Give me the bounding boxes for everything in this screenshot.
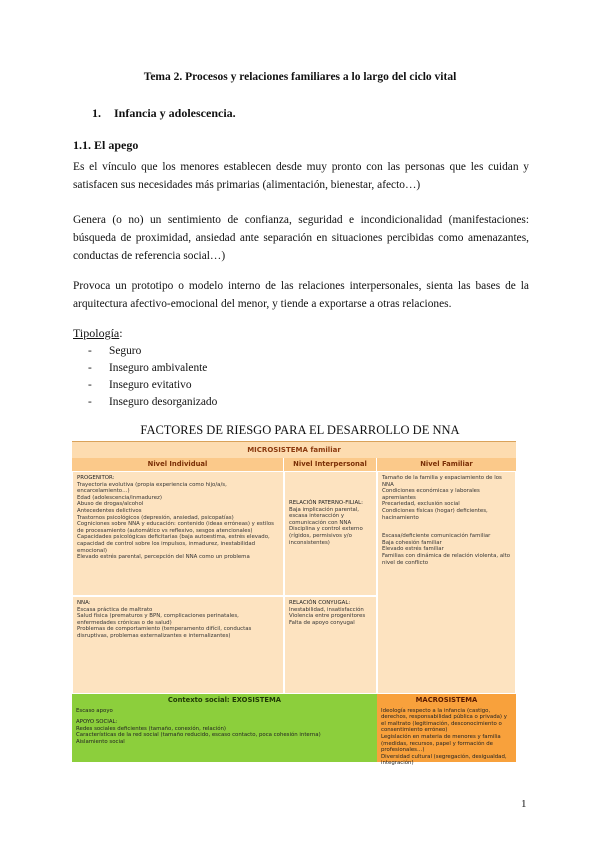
nna-cell: [72, 596, 284, 694]
bullet-dash: -: [88, 396, 92, 408]
list-item: Elevado estrés familiar: [382, 546, 444, 553]
exosystem-line: Escaso apoyo: [76, 707, 113, 714]
progenitor-cell: [72, 471, 284, 596]
list-item: Trastornos psicológicos (depresión, ansiedad, psicopatías): [77, 514, 234, 521]
list-item: Violencia entre progenitores: [289, 613, 366, 620]
familiar-cell: [377, 471, 516, 694]
document-title: Tema 2. Procesos y relaciones familiares a lo largo del ciclo vital: [143, 71, 457, 83]
page-number: 1: [521, 798, 527, 810]
exosystem-label: APOYO SOCIAL:: [76, 719, 118, 726]
col-interpersonal-header: Nivel Interpersonal: [284, 458, 377, 471]
list-item: Inestabilidad, insatisfacción: [289, 606, 364, 613]
list-item: [88, 343, 217, 360]
paterno-filial-cell: [284, 471, 377, 596]
section-title: Infancia y adolescencia.: [114, 106, 236, 120]
bullet-dash: -: [88, 379, 92, 391]
list-item: Precariedad, exclusión social: [382, 501, 460, 508]
typology-item: Inseguro ambivalente: [109, 362, 208, 374]
microsystem-header: MICROSISTEMA familiar: [72, 441, 516, 458]
typology-item: Inseguro desorganizado: [109, 396, 218, 408]
conyugal-label: RELACIÓN CONYUGAL:: [289, 600, 351, 606]
section-number: 1.: [92, 106, 101, 120]
macrosystem-header: MACROSISTEMA: [415, 696, 478, 704]
list-item: Aislamiento social: [76, 738, 125, 745]
list-item: Antecedentes delictivos: [77, 507, 142, 514]
list-item: Salud física (prematuros y BPN, complicaciones perinatales, enfermedades crónicas o de salud): [77, 613, 239, 626]
paragraph-3: Provoca un prototipo o modelo interno de las relaciones interpersonales, sienta las bases de la arquitectura afectivo-emocional del menor, y tiende a exportarse a otras relaciones.: [73, 280, 529, 310]
typology-heading: [73, 326, 123, 341]
typology-label: Tipología: [73, 326, 120, 340]
paragraph-1: Es el vínculo que los menores establecen desde muy pronto con las personas que les cuidan y satisfacen sus necesidades más primarias (alimentación, bienestar, afecto…): [73, 161, 529, 191]
progenitor-label: PROGENITOR:: [77, 475, 115, 481]
list-item: Abuso de drogas/alcohol: [77, 501, 144, 508]
col-individual-header: Nivel Individual: [72, 458, 284, 471]
typology-colon: :: [119, 326, 123, 340]
risk-factors-table: [72, 441, 516, 767]
nna-label: NNA:: [77, 600, 91, 606]
typology-item: Seguro: [109, 345, 142, 357]
paragraph-2: Genera (o no) un sentimiento de confianza, seguridad e incondicionalidad (manifestaciones: búsqueda de proximidad, ansiedad ante separación en situaciones percibidas como amenazantes, conductas de referencia social…): [73, 214, 529, 262]
list-item: Escasa práctica de maltrato: [77, 606, 153, 613]
list-item: Baja implicación parental, escasa interacción y comunicación con NNA: [289, 506, 360, 526]
list-item: Diversidad cultural (segregación, desigualdad, integración): [381, 753, 507, 767]
exosystem-cell: [72, 694, 377, 762]
list-item: [88, 377, 217, 394]
list-item: Elevado estrés parental, percepción del NNA como un problema: [77, 554, 250, 561]
bullet-dash: -: [88, 362, 92, 374]
list-item: Familias con dinámica de relación violenta, alto nivel de conflicto: [382, 552, 511, 566]
typology-item: Inseguro evitativo: [109, 379, 192, 391]
list-item: Problemas de comportamiento (temperamento difícil, conductas disruptivas, problemas externalizantes e internalizantes): [77, 626, 252, 639]
list-item: Disciplina y control externo (rígidos, permisivos y/o inconsistentes): [289, 526, 363, 546]
exosystem-header: Contexto social: EXOSISTEMA: [167, 696, 282, 704]
macrosystem-cell: [377, 694, 516, 767]
list-item: Cogniciones sobre NNA y educación: contenido (ideas erróneas) y estilos de procesamiento (automático vs reflexivo, sesgos atencionales): [77, 521, 274, 534]
list-item: Baja cohesión familiar: [382, 539, 442, 546]
subsection-heading: 1.1. El apego: [73, 138, 139, 152]
list-item: [88, 360, 217, 377]
risk-factors-title: FACTORES DE RIESGO PARA EL DESARROLLO DE NNA: [140, 423, 460, 437]
list-item: Características de la red social (tamaño reducido, escaso contacto, poca cohesión interna): [76, 732, 321, 739]
list-item: Trayectoria evolutiva (propia experiencia como hijo/a/s, encarcelamiento…): [77, 481, 227, 495]
list-item: Legislación en materia de menores y familia (medidas, recursos, papel y formación de profesionales…): [381, 733, 501, 754]
list-item: Redes sociales deficientes (tamaño, conexión, relación): [76, 725, 227, 732]
list-item: Capacidades psicológicas deficitarias (baja autoestima, estrés elevado, capacidad de control sobre los impulsos, inmadurez, inestabilidad emocional): [77, 534, 270, 554]
list-item: Falta de apoyo conyugal: [289, 619, 355, 626]
list-item: Condiciones económicas y laborales apremiantes: [382, 488, 480, 501]
conyugal-cell: [284, 596, 377, 694]
paterno-filial-label: RELACIÓN PATERNO-FILIAL:: [289, 500, 363, 506]
list-item: Condiciones físicas (hogar) deficientes, hacinamiento: [382, 507, 488, 521]
list-item: Tamaño de la familia y espaciamiento de los NNA: [382, 475, 502, 488]
col-familiar-header: Nivel Familiar: [377, 458, 516, 471]
bullet-dash: -: [88, 345, 92, 357]
list-item: Edad (adolescencia/inmadurez): [77, 494, 162, 501]
typology-list: [88, 343, 217, 411]
list-item: Ideología respecto a la infancia (castigo, derechos, responsabilidad pública o privada) y el maltrato (legitimación, desconocimiento o consentimiento erróneo): [381, 707, 507, 734]
list-item: [88, 394, 217, 411]
section-heading: [92, 106, 236, 121]
list-item: Escasa/deficiente comunicación familiar: [382, 533, 491, 540]
